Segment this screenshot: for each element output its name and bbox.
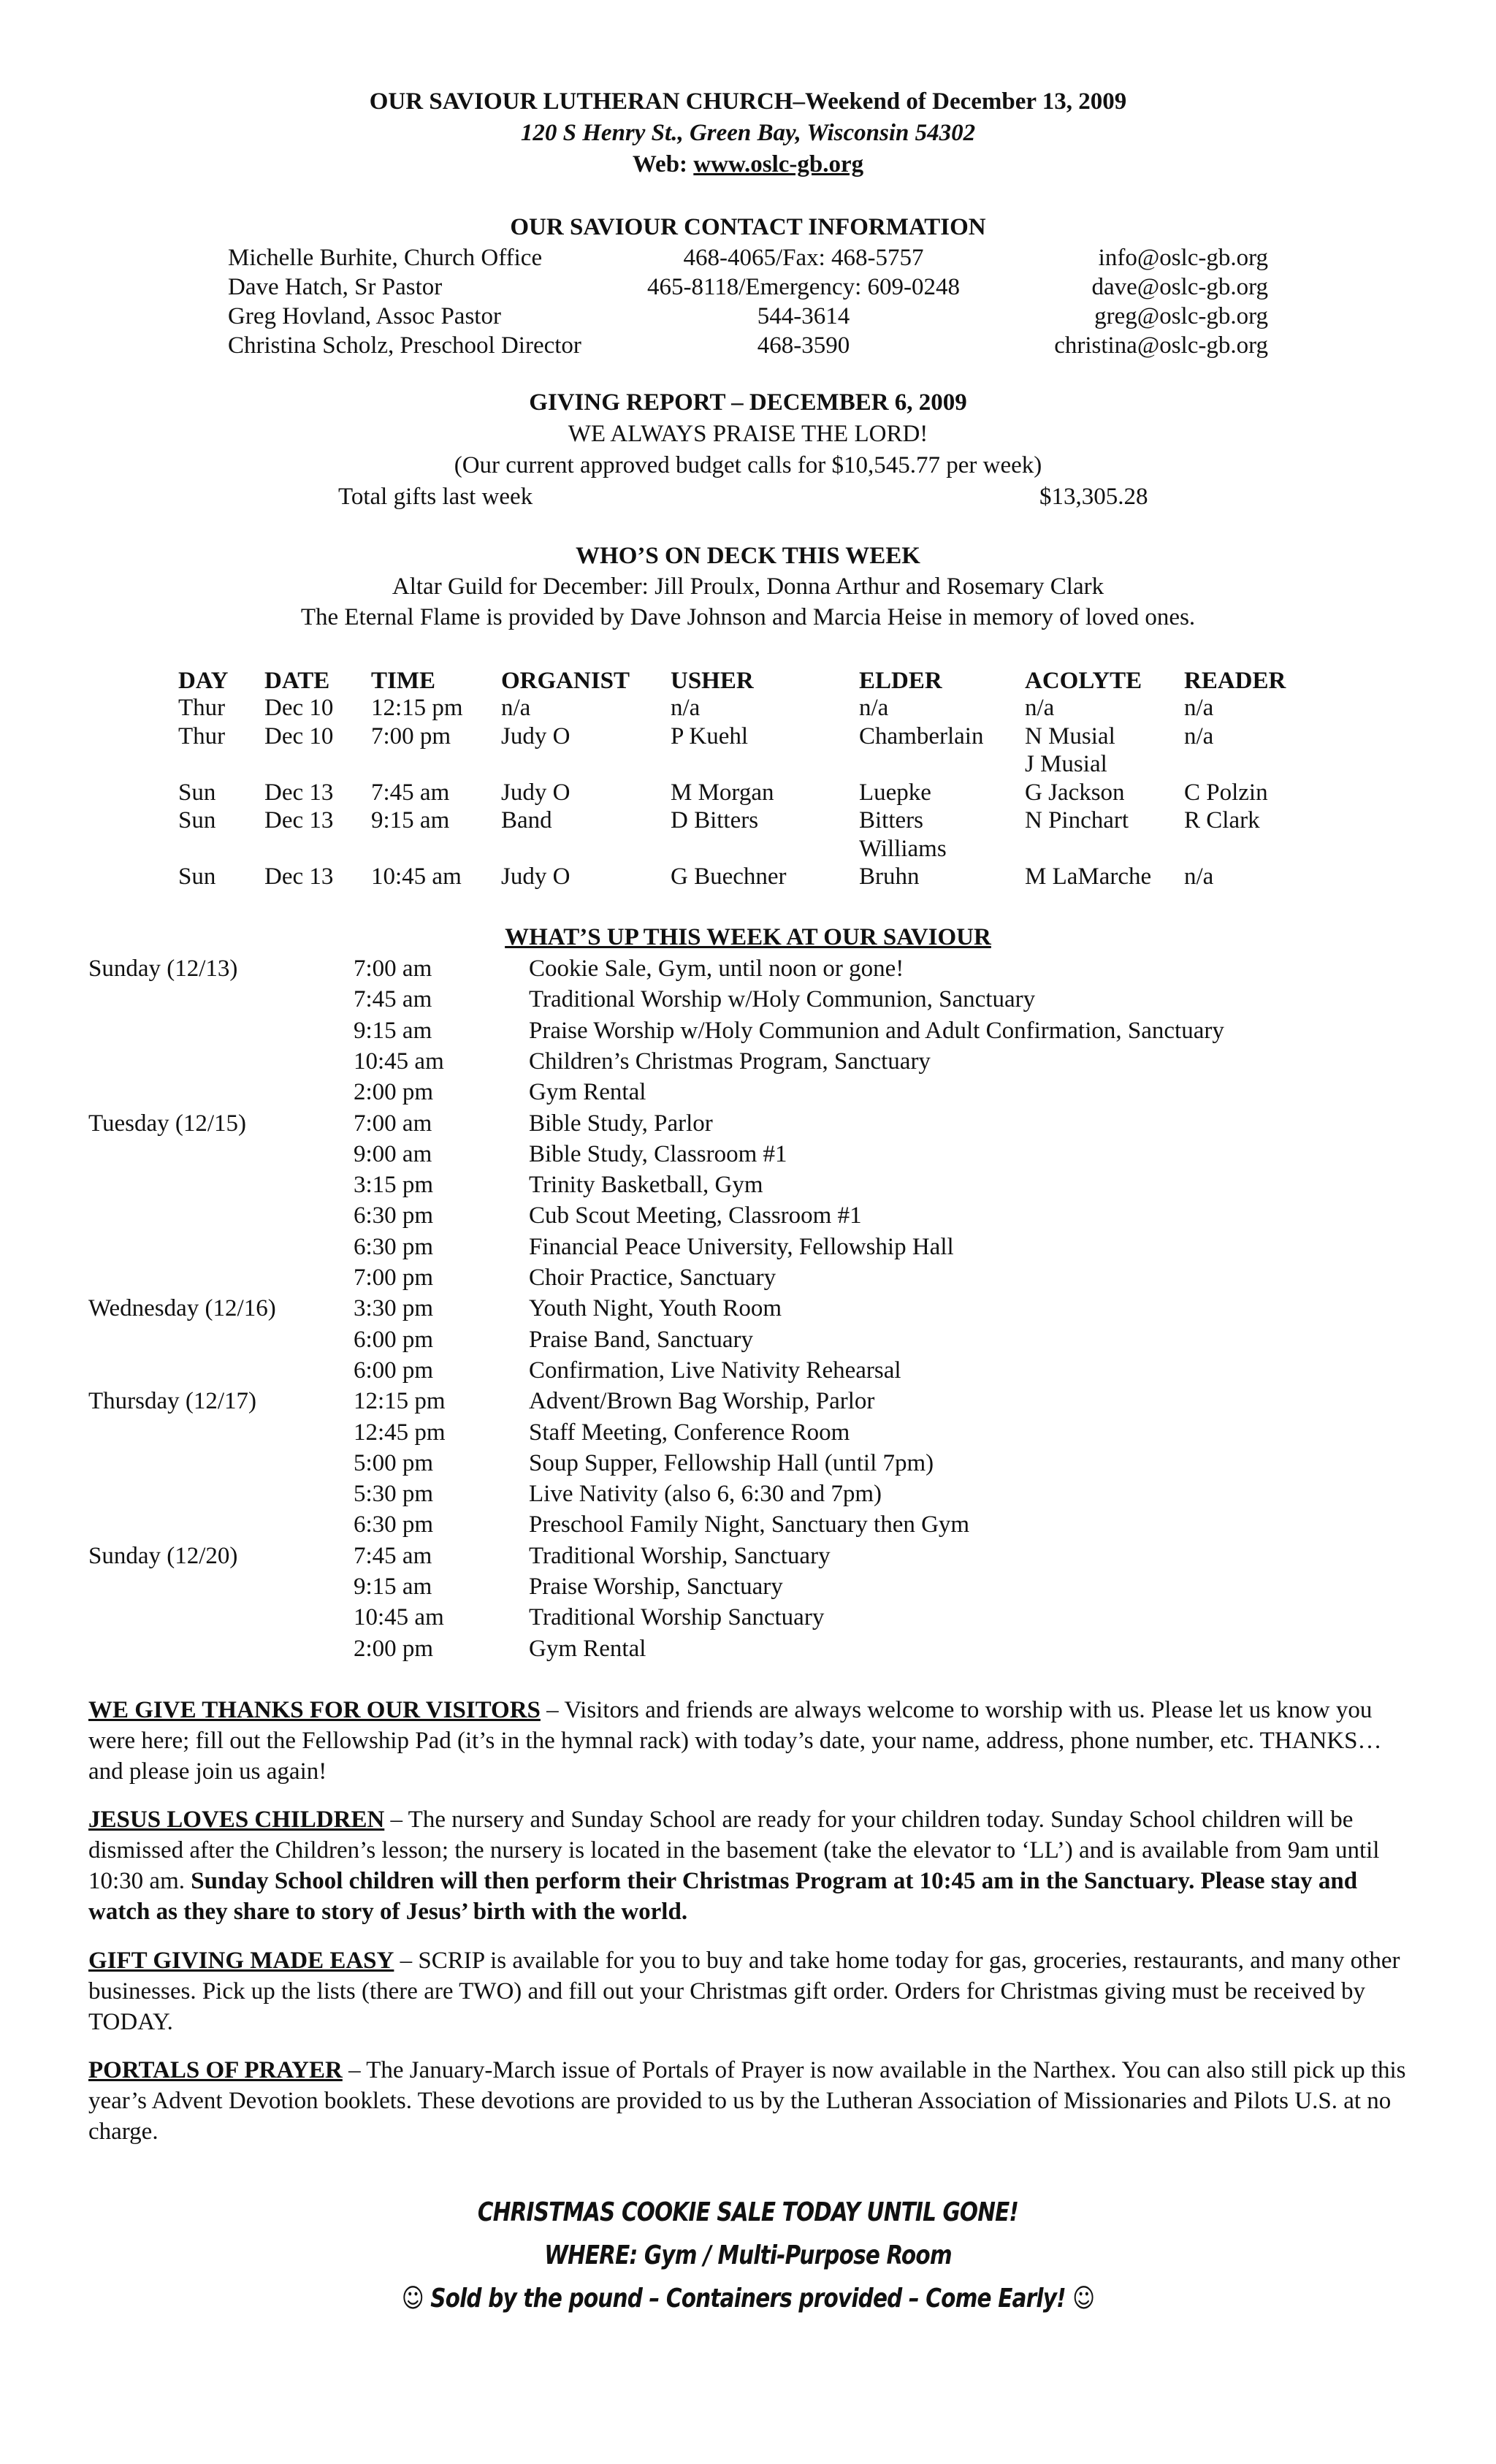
table-cell: Judy O [501,779,570,806]
event-time: 3:30 pm [354,1295,434,1322]
table-cell: n/a [859,695,889,721]
event-description: Gym Rental [529,1635,646,1662]
table-cell: n/a [501,695,531,721]
notice-children-heading: JESUS LOVES CHILDREN [88,1807,385,1833]
table-cell: Luepke [859,779,931,806]
table-cell: n/a [671,695,701,721]
event-day: Thursday (12/17) [88,1388,257,1415]
table-row [0,722,1496,750]
table-row [0,750,1496,778]
event-description: Financial Peace University, Fellowship Hall [529,1233,954,1260]
table-cell: G Jackson [1025,779,1125,806]
event-time: 3:15 pm [354,1172,434,1199]
total-gifts-label: Total gifts last week [338,484,533,510]
event-time: 7:00 pm [354,1265,434,1291]
table-cell: Thur [178,722,226,750]
table-cell: Band [501,807,552,834]
notice-children-bold: Sunday School children will then perform their Christmas Program at 10:45 am in the Sanctuary. Please stay and watch as they share to story of Jesus’ birth with the world. [88,1868,1358,1925]
cookie-sale-where: WHERE: Gym / Multi-Purpose Room [544,2240,952,2270]
table-cell: 10:45 am [371,863,462,890]
event-time: 7:00 am [354,1110,432,1137]
table-row [0,835,1496,863]
event-time: 7:45 am [354,1542,432,1569]
event-row [0,1077,1496,1107]
table-cell: n/a [1184,722,1214,750]
event-description: Praise Worship w/Holy Communion and Adult Confirmation, Sanctuary [529,1017,1224,1044]
table-cell: Dec 13 [264,807,334,834]
event-row [0,1448,1496,1479]
table-row [0,806,1496,834]
table-cell: Dec 13 [264,779,334,806]
table-cell: 9:15 am [371,807,450,834]
giving-praise: WE ALWAYS PRAISE THE LORD! [568,421,928,447]
table-cell: Sun [178,863,216,890]
cookie-sale-details: ☺ Sold by the pound – Containers provided – Come Early! ☺ [401,2284,1095,2314]
event-row [0,1262,1496,1293]
table-cell: Judy O [501,863,570,890]
deck-title: WHO’S ON DECK THIS WEEK [576,543,920,569]
notice-gift-heading: GIFT GIVING MADE EASY [88,1948,394,1974]
table-cell: N Musial [1025,722,1115,750]
event-time: 6:30 pm [354,1233,434,1260]
event-description: Cookie Sale, Gym, until noon or gone! [529,956,904,982]
event-description: Staff Meeting, Conference Room [529,1419,850,1446]
event-time: 10:45 am [354,1048,444,1075]
event-time: 9:15 am [354,1574,432,1600]
giving-budget: (Our current approved budget calls for $10,545.77 per week) [454,452,1042,478]
event-time: 10:45 am [354,1604,444,1631]
event-description: Praise Band, Sanctuary [529,1326,754,1353]
table-cell: 7:00 pm [371,722,451,750]
notice-portals-body: – The January-March issue of Portals of Prayer is now available in the Narthex. You can also still pick up this year’s Advent Devotion booklets. These devotions are provided to us by the Lutheran Association of Missionaries and Pilots U.S. at no charge. [88,2057,1406,2145]
table-cell: Chamberlain [859,722,984,750]
eternal-flame: The Eternal Flame is provided by Dave Johnson and Marcia Heise in memory of loved ones. [300,604,1196,630]
table-cell: Dec 10 [264,695,334,721]
contact-email[interactable]: christina@oslc-gb.org [1054,332,1268,359]
event-description: Confirmation, Live Nativity Rehearsal [529,1357,901,1384]
table-row [0,863,1496,890]
column-header: ELDER [859,668,942,694]
event-row [0,1509,1496,1540]
notice-visitors-heading: WE GIVE THANKS FOR OUR VISITORS [88,1697,541,1723]
event-row [0,1170,1496,1200]
table-cell: C Polzin [1184,779,1268,806]
table-cell: R Clark [1184,807,1260,834]
event-time: 9:15 am [354,1017,432,1044]
altar-guild: Altar Guild for December: Jill Proulx, Donna Arthur and Rosemary Clark [392,573,1104,600]
event-time: 5:00 pm [354,1449,434,1476]
table-cell: n/a [1184,863,1214,890]
event-row [0,1200,1496,1231]
event-row [0,1139,1496,1170]
contact-phone: 465-8118/Emergency: 609-0248 [646,274,960,300]
event-description: Traditional Worship w/Holy Communion, Sanctuary [529,986,1036,1013]
total-gifts-value: $13,305.28 [1039,484,1148,510]
notice-gift-body: – SCRIP is available for you to buy and take home today for gas, groceries, restaurants, and many other businesses. Pick up the lists (there are TWO) and fill out your Christmas gift order. Orders for Christmas giving must be received by TODAY. [88,1948,1400,2035]
event-row [0,1417,1496,1448]
event-description: Soup Supper, Fellowship Hall (until 7pm) [529,1449,934,1476]
on-deck [0,541,1496,633]
event-time: 5:30 pm [354,1481,434,1508]
event-description: Bible Study, Parlor [529,1110,713,1137]
contact-name: Greg Hovland, Assoc Pastor [228,303,501,329]
event-row [0,953,1496,984]
table-cell: Dec 10 [264,722,334,750]
event-row [0,1602,1496,1633]
event-time: 6:30 pm [354,1202,434,1229]
table-cell: n/a [1184,695,1214,721]
event-description: Trinity Basketball, Gym [529,1172,763,1199]
event-description: Traditional Worship, Sanctuary [529,1542,831,1569]
web-line [0,149,1496,180]
contact-name: Dave Hatch, Sr Pastor [228,274,443,300]
event-time: 7:00 am [354,956,432,982]
contact-email[interactable]: greg@oslc-gb.org [1094,303,1268,329]
contact-title: OUR SAVIOUR CONTACT INFORMATION [510,214,986,240]
table-row [0,779,1496,806]
table-cell: Williams [859,835,947,862]
table-cell: Sun [178,807,216,834]
notice-visitors [88,1695,1411,1787]
church-address: 120 S Henry St., Green Bay, Wisconsin 54302 [520,120,976,146]
table-cell: M LaMarche [1025,863,1152,890]
event-description: Live Nativity (also 6, 6:30 and 7pm) [529,1481,882,1508]
table-cell: P Kuehl [671,722,749,750]
event-time: 6:00 pm [354,1326,434,1353]
notice-gift [88,1945,1411,2037]
table-cell: M Morgan [671,779,774,806]
event-time: 2:00 pm [354,1079,434,1106]
web-link[interactable]: www.oslc-gb.org [693,151,864,178]
contact-phone: 468-4065/Fax: 468-5757 [683,245,924,271]
event-description: Gym Rental [529,1079,646,1106]
column-header: DAY [178,668,229,694]
column-header: TIME [371,668,436,694]
contact-phone: 468-3590 [757,332,850,359]
header [0,86,1496,180]
event-row [0,1633,1496,1664]
event-row [0,1386,1496,1416]
event-day: Sunday (12/13) [88,956,238,982]
web-label: Web: [632,151,688,178]
column-header: ACOLYTE [1025,668,1142,694]
event-day: Wednesday (12/16) [88,1295,276,1322]
column-header: ORGANIST [501,668,630,694]
column-header: DATE [264,668,330,694]
event-row [0,1571,1496,1602]
event-description: Choir Practice, Sanctuary [529,1265,776,1291]
event-description: Traditional Worship Sanctuary [529,1604,825,1631]
cookie-sale-line: CHRISTMAS COOKIE SALE TODAY UNTIL GONE! [477,2197,1019,2227]
table-cell: 12:15 pm [371,695,463,721]
table-cell: Bruhn [859,863,920,890]
contact-name: Michelle Burhite, Church Office [228,245,543,271]
notice-children [88,1804,1411,1927]
contact-name: Christina Scholz, Preschool Director [228,332,581,359]
event-description: Cub Scout Meeting, Classroom #1 [529,1202,862,1229]
event-row [0,1015,1496,1046]
event-description: Children’s Christmas Program, Sanctuary [529,1048,931,1075]
table-cell: D Bitters [671,807,759,834]
event-row [0,1355,1496,1386]
column-header: USHER [671,668,754,694]
event-time: 12:45 pm [354,1419,446,1446]
event-day: Tuesday (12/15) [88,1110,247,1137]
notice-portals-heading: PORTALS OF PRAYER [88,2057,343,2083]
table-cell: N Pinchart [1025,807,1129,834]
event-description: Praise Worship, Sanctuary [529,1574,783,1600]
event-description: Bible Study, Classroom #1 [529,1140,787,1167]
event-row [0,1324,1496,1355]
contact-email[interactable]: info@oslc-gb.org [1098,245,1268,271]
event-description: Advent/Brown Bag Worship, Parlor [529,1388,875,1415]
event-time: 2:00 pm [354,1635,434,1662]
table-cell: Dec 13 [264,863,334,890]
event-day: Sunday (12/20) [88,1542,238,1569]
event-row [0,1541,1496,1571]
event-time: 9:00 am [354,1140,432,1167]
table-cell: Sun [178,779,216,806]
giving-title: GIVING REPORT – DECEMBER 6, 2009 [529,389,967,416]
event-description: Preschool Family Night, Sanctuary then Gym [529,1511,970,1538]
event-row [0,1046,1496,1077]
event-row [0,1232,1496,1262]
table-cell: G Buechner [671,863,787,890]
event-time: 6:30 pm [354,1511,434,1538]
contact-phone: 544-3614 [757,303,850,329]
table-cell: J Musial [1025,751,1107,777]
table-cell: 7:45 am [371,779,450,806]
table-row [0,694,1496,722]
page-title: OUR SAVIOUR LUTHERAN CHURCH–Weekend of December 13, 2009 [369,88,1127,115]
table-cell: Bitters [859,807,923,834]
event-time: 7:45 am [354,986,432,1013]
whatsup-title: WHAT’S UP THIS WEEK AT OUR SAVIOUR [505,924,991,950]
giving-report [0,387,1496,481]
event-time: 12:15 pm [354,1388,446,1415]
column-header: READER [1184,668,1286,694]
table-cell: Judy O [501,722,570,750]
notice-children-body: – The nursery and Sunday School are ready for your children today. Sunday School children will be dismissed after the Children’s lesson; the nursery is located in the basement (take the elevator to ‘LL’) and is available from 9am until 10:30 am. [88,1807,1380,1894]
event-time: 6:00 pm [354,1357,434,1384]
event-row [0,984,1496,1015]
event-row [0,1293,1496,1324]
contact-email[interactable]: dave@oslc-gb.org [1091,274,1268,300]
table-cell: n/a [1025,695,1055,721]
notice-visitors-body: – Visitors and friends are always welcome to worship with us. Please let us know you were here; fill out the Fellowship Pad (it’s in the hymnal rack) with today’s date, your name, address, phone number, etc. THANKS…and please join us again! [88,1697,1382,1785]
event-description: Youth Night, Youth Room [529,1295,782,1322]
event-row [0,1479,1496,1509]
notice-portals [88,2055,1411,2147]
event-row [0,1108,1496,1139]
table-cell: Thur [178,695,226,721]
